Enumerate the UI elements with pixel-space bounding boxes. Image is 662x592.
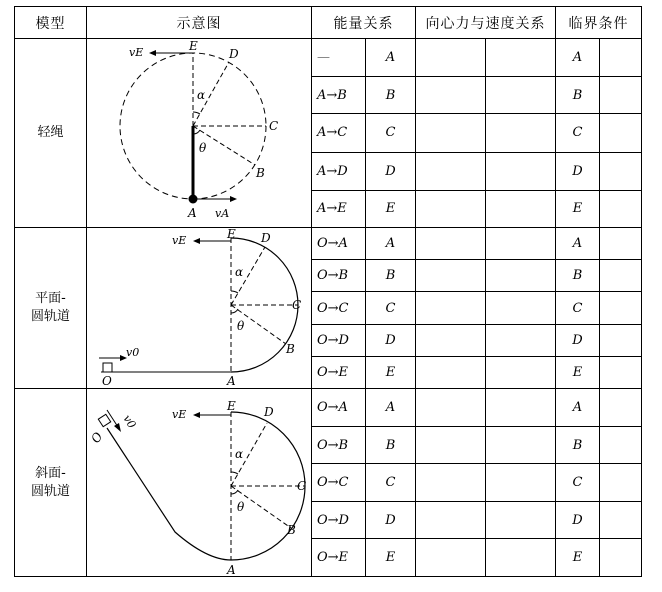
model-incline-circular-track	[15, 389, 87, 577]
header-model: 模型	[15, 7, 87, 39]
incline-slope-track	[107, 428, 231, 560]
force-cell-right	[486, 152, 556, 190]
rope-vA-arrowhead	[230, 196, 237, 202]
energy-point: C	[366, 292, 416, 325]
rope-label-B: B	[256, 166, 265, 180]
header-energy: 能量关系	[312, 7, 416, 39]
rope-label-E: E	[189, 39, 198, 53]
energy-process: O→A	[312, 389, 366, 427]
force-cell-right	[486, 260, 556, 292]
energy-process: A→C	[312, 114, 366, 152]
critical-point: E	[556, 539, 600, 577]
critical-blank	[600, 389, 642, 427]
force-cell-right	[486, 464, 556, 502]
energy-point: A	[366, 389, 416, 427]
critical-point: D	[556, 325, 600, 357]
critical-point: A	[556, 228, 600, 260]
plane-label-alpha: α	[235, 265, 244, 279]
critical-point: B	[556, 77, 600, 114]
incline-label-theta: θ	[237, 499, 245, 514]
incline-label-C: C	[297, 478, 307, 493]
force-cell-right	[486, 228, 556, 260]
plane-label-E: E	[227, 228, 236, 241]
force-cell-right	[486, 389, 556, 427]
incline-theta-arc	[231, 490, 238, 494]
rope-label-C: C	[269, 119, 279, 133]
energy-point: C	[366, 464, 416, 502]
rope-label-alpha: α	[197, 88, 206, 102]
energy-point: E	[366, 539, 416, 577]
energy-process: O→C	[312, 292, 366, 325]
force-cell-left	[416, 539, 486, 577]
critical-blank	[600, 502, 642, 539]
critical-blank	[600, 464, 642, 502]
model-plane-circular-track	[15, 228, 87, 389]
energy-process: A→D	[312, 152, 366, 190]
rope-label-vA: vA	[215, 207, 230, 220]
force-cell-right	[486, 539, 556, 577]
rope-label-vE: vE	[129, 46, 144, 59]
critical-blank	[600, 325, 642, 357]
plane-label-vE: vE	[172, 234, 187, 247]
incline-track-diagram-svg	[87, 390, 311, 576]
diagram-plane-track	[87, 228, 312, 389]
header-diagram: 示意图	[87, 7, 312, 39]
energy-point: A	[366, 39, 416, 77]
energy-process: A→B	[312, 77, 366, 114]
incline-label-A: A	[227, 562, 236, 576]
force-cell-left	[416, 325, 486, 357]
force-cell-right	[486, 357, 556, 389]
force-cell-left	[416, 389, 486, 427]
plane-label-A: A	[227, 374, 236, 388]
critical-point: D	[556, 152, 600, 190]
critical-blank	[600, 292, 642, 325]
critical-point: E	[556, 190, 600, 227]
energy-point: A	[366, 228, 416, 260]
energy-point: E	[366, 190, 416, 227]
critical-blank	[600, 114, 642, 152]
model-incline-line1: 斜面-	[35, 465, 66, 481]
critical-point: E	[556, 357, 600, 389]
rope-label-theta: θ	[199, 141, 207, 155]
incline-v0-arrowhead	[114, 423, 121, 432]
energy-point: D	[366, 152, 416, 190]
force-cell-left	[416, 39, 486, 77]
force-cell-right	[486, 190, 556, 227]
energy-point: E	[366, 357, 416, 389]
critical-blank	[600, 427, 642, 464]
force-cell-right	[486, 427, 556, 464]
plane-track-diagram-svg	[87, 228, 311, 388]
force-cell-right	[486, 325, 556, 357]
critical-blank	[600, 77, 642, 114]
critical-blank	[600, 190, 642, 227]
energy-process: O→E	[312, 539, 366, 577]
energy-process: O→D	[312, 325, 366, 357]
energy-point: C	[366, 114, 416, 152]
diagram-incline-track	[87, 389, 312, 577]
incline-label-E: E	[227, 398, 236, 413]
light-rope-diagram-svg	[87, 39, 311, 227]
incline-vE-arrowhead	[193, 412, 200, 418]
force-cell-left	[416, 77, 486, 114]
plane-label-C: C	[292, 298, 302, 312]
rope-vE-arrowhead	[149, 50, 156, 56]
critical-point: A	[556, 39, 600, 77]
incline-label-O: O	[88, 429, 106, 445]
energy-process: —	[317, 50, 330, 66]
energy-process: O→E	[312, 357, 366, 389]
incline-alpha-arc	[231, 472, 238, 474]
force-cell-right	[486, 77, 556, 114]
force-cell-left	[416, 260, 486, 292]
critical-blank	[600, 539, 642, 577]
rope-alpha-arc	[193, 112, 200, 114]
force-cell-left	[416, 228, 486, 260]
energy-process: O→B	[312, 427, 366, 464]
critical-blank	[600, 357, 642, 389]
header-critical: 临界条件	[556, 7, 642, 39]
model-plane-line1: 平面-	[35, 291, 66, 306]
incline-label-B: B	[287, 522, 296, 537]
force-cell-left	[416, 292, 486, 325]
critical-point: C	[556, 464, 600, 502]
plane-vE-arrowhead	[193, 238, 200, 244]
rope-label-D: D	[229, 47, 239, 61]
energy-process: O→A	[312, 228, 366, 260]
energy-point: D	[366, 502, 416, 539]
incline-label-v0: v0	[120, 412, 139, 431]
energy-point: B	[366, 260, 416, 292]
force-cell-left	[416, 427, 486, 464]
force-cell-left	[416, 190, 486, 227]
plane-alpha-arc	[231, 291, 238, 293]
critical-point: C	[556, 292, 600, 325]
plane-label-theta: θ	[237, 319, 245, 333]
incline-label-D: D	[264, 404, 274, 419]
energy-process: O→B	[312, 260, 366, 292]
model-light-rope	[15, 39, 87, 228]
force-cell-left	[416, 357, 486, 389]
plane-label-v0: v0	[126, 346, 140, 359]
plane-theta-arc	[231, 309, 238, 313]
incline-label-alpha: α	[235, 446, 244, 461]
force-cell-left	[416, 152, 486, 190]
energy-point: B	[366, 427, 416, 464]
force-cell-right	[486, 502, 556, 539]
physics-table-wrapper	[14, 6, 642, 577]
rope-label-A: A	[188, 206, 197, 220]
header-force-velocity: 向心力与速度关系	[416, 7, 556, 39]
critical-blank	[600, 228, 642, 260]
diagram-light-rope	[87, 39, 312, 228]
energy-process-cell	[312, 39, 366, 77]
force-cell-right	[486, 39, 556, 77]
force-cell-left	[416, 502, 486, 539]
plane-block-O	[103, 363, 112, 372]
force-cell-right	[486, 114, 556, 152]
critical-point: B	[556, 427, 600, 464]
critical-blank	[600, 152, 642, 190]
plane-label-O: O	[102, 374, 112, 388]
model-incline-line2: 圆轨道	[30, 483, 70, 499]
model-plane-line2: 圆轨道	[30, 309, 70, 324]
energy-process: O→C	[312, 464, 366, 502]
force-cell-left	[416, 464, 486, 502]
energy-process: O→D	[312, 502, 366, 539]
force-cell-right	[486, 292, 556, 325]
critical-point: B	[556, 260, 600, 292]
force-cell-left	[416, 114, 486, 152]
incline-label-vE: vE	[172, 407, 187, 421]
critical-blank	[600, 39, 642, 77]
plane-label-D: D	[261, 231, 271, 245]
energy-point: D	[366, 325, 416, 357]
incline-block-O	[98, 414, 110, 426]
critical-point: D	[556, 502, 600, 539]
circular-motion-table	[14, 6, 642, 577]
energy-point: B	[366, 77, 416, 114]
critical-blank	[600, 260, 642, 292]
plane-label-B: B	[286, 342, 295, 356]
critical-point: C	[556, 114, 600, 152]
critical-point: A	[556, 389, 600, 427]
energy-process: A→E	[312, 190, 366, 227]
model-light-rope-line1: 轻绳	[37, 125, 64, 140]
